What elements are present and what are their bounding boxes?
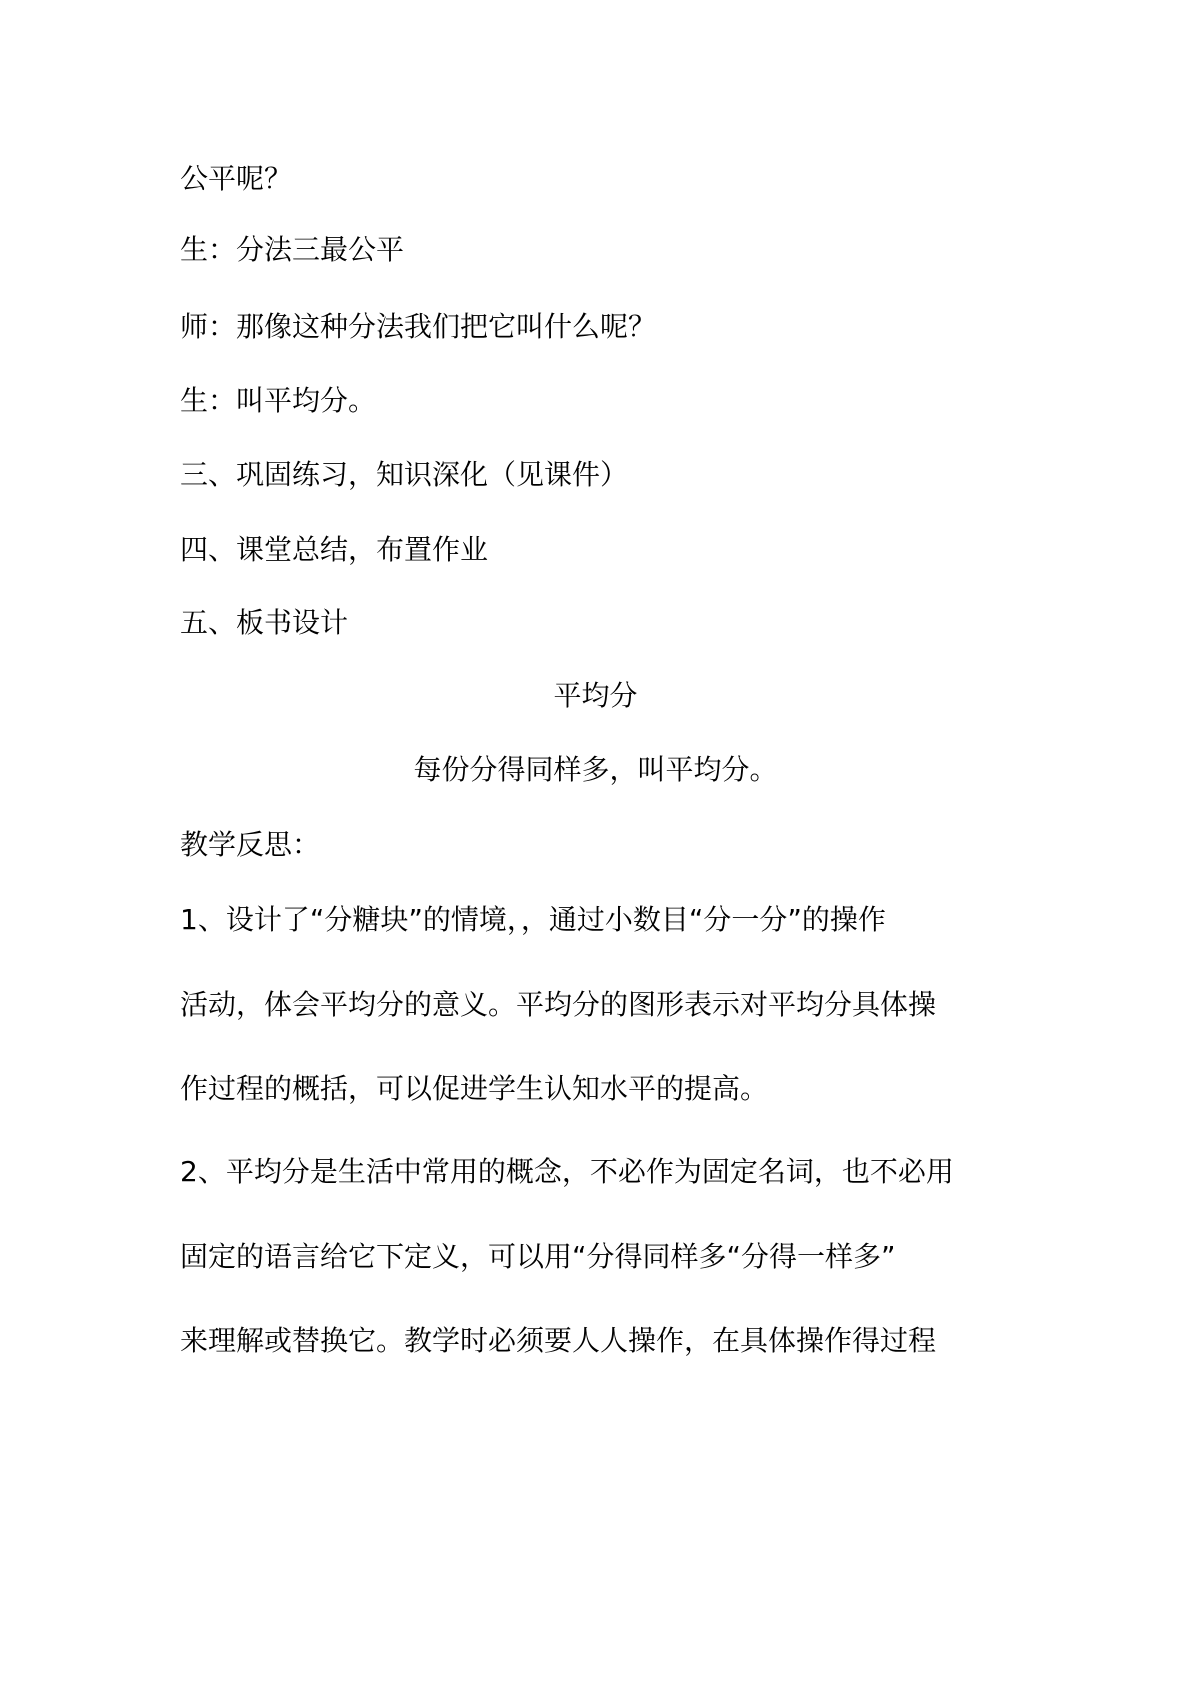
reflection-line-5: 固定的语言给它下定义，可以用“分得同样多“分得一样多” bbox=[180, 1240, 896, 1273]
section-heading-4: 四、课堂总结，布置作业 bbox=[180, 533, 489, 566]
text-line-4: 生：叫平均分。 bbox=[180, 384, 377, 417]
section-heading-5: 五、板书设计 bbox=[180, 606, 349, 639]
reflection-line-1: 1、设计了“分糖块”的情境，，通过小数目“分一分”的操作 bbox=[180, 903, 886, 936]
board-title: 平均分 bbox=[553, 679, 638, 712]
section-heading-3: 三、巩固练习，知识深化（见课件） bbox=[180, 458, 629, 491]
reflection-line-4: 2、平均分是生活中常用的概念，不必作为固定名词，也不必用 bbox=[180, 1155, 954, 1188]
text-line-1: 公平呢？ bbox=[180, 162, 293, 195]
reflection-line-6: 来理解或替换它。教学时必须要人人操作，在具体操作得过程 bbox=[180, 1324, 937, 1357]
text-line-2: 生：分法三最公平 bbox=[180, 233, 405, 266]
text-line-3: 师：那像这种分法我们把它叫什么呢？ bbox=[180, 310, 657, 343]
reflection-line-3: 作过程的概括，可以促进学生认知水平的提高。 bbox=[180, 1072, 769, 1105]
reflection-heading: 教学反思： bbox=[180, 828, 321, 861]
reflection-line-2: 活动，体会平均分的意义。平均分的图形表示对平均分具体操 bbox=[180, 988, 937, 1021]
board-text: 每份分得同样多，叫平均分。 bbox=[413, 753, 778, 786]
